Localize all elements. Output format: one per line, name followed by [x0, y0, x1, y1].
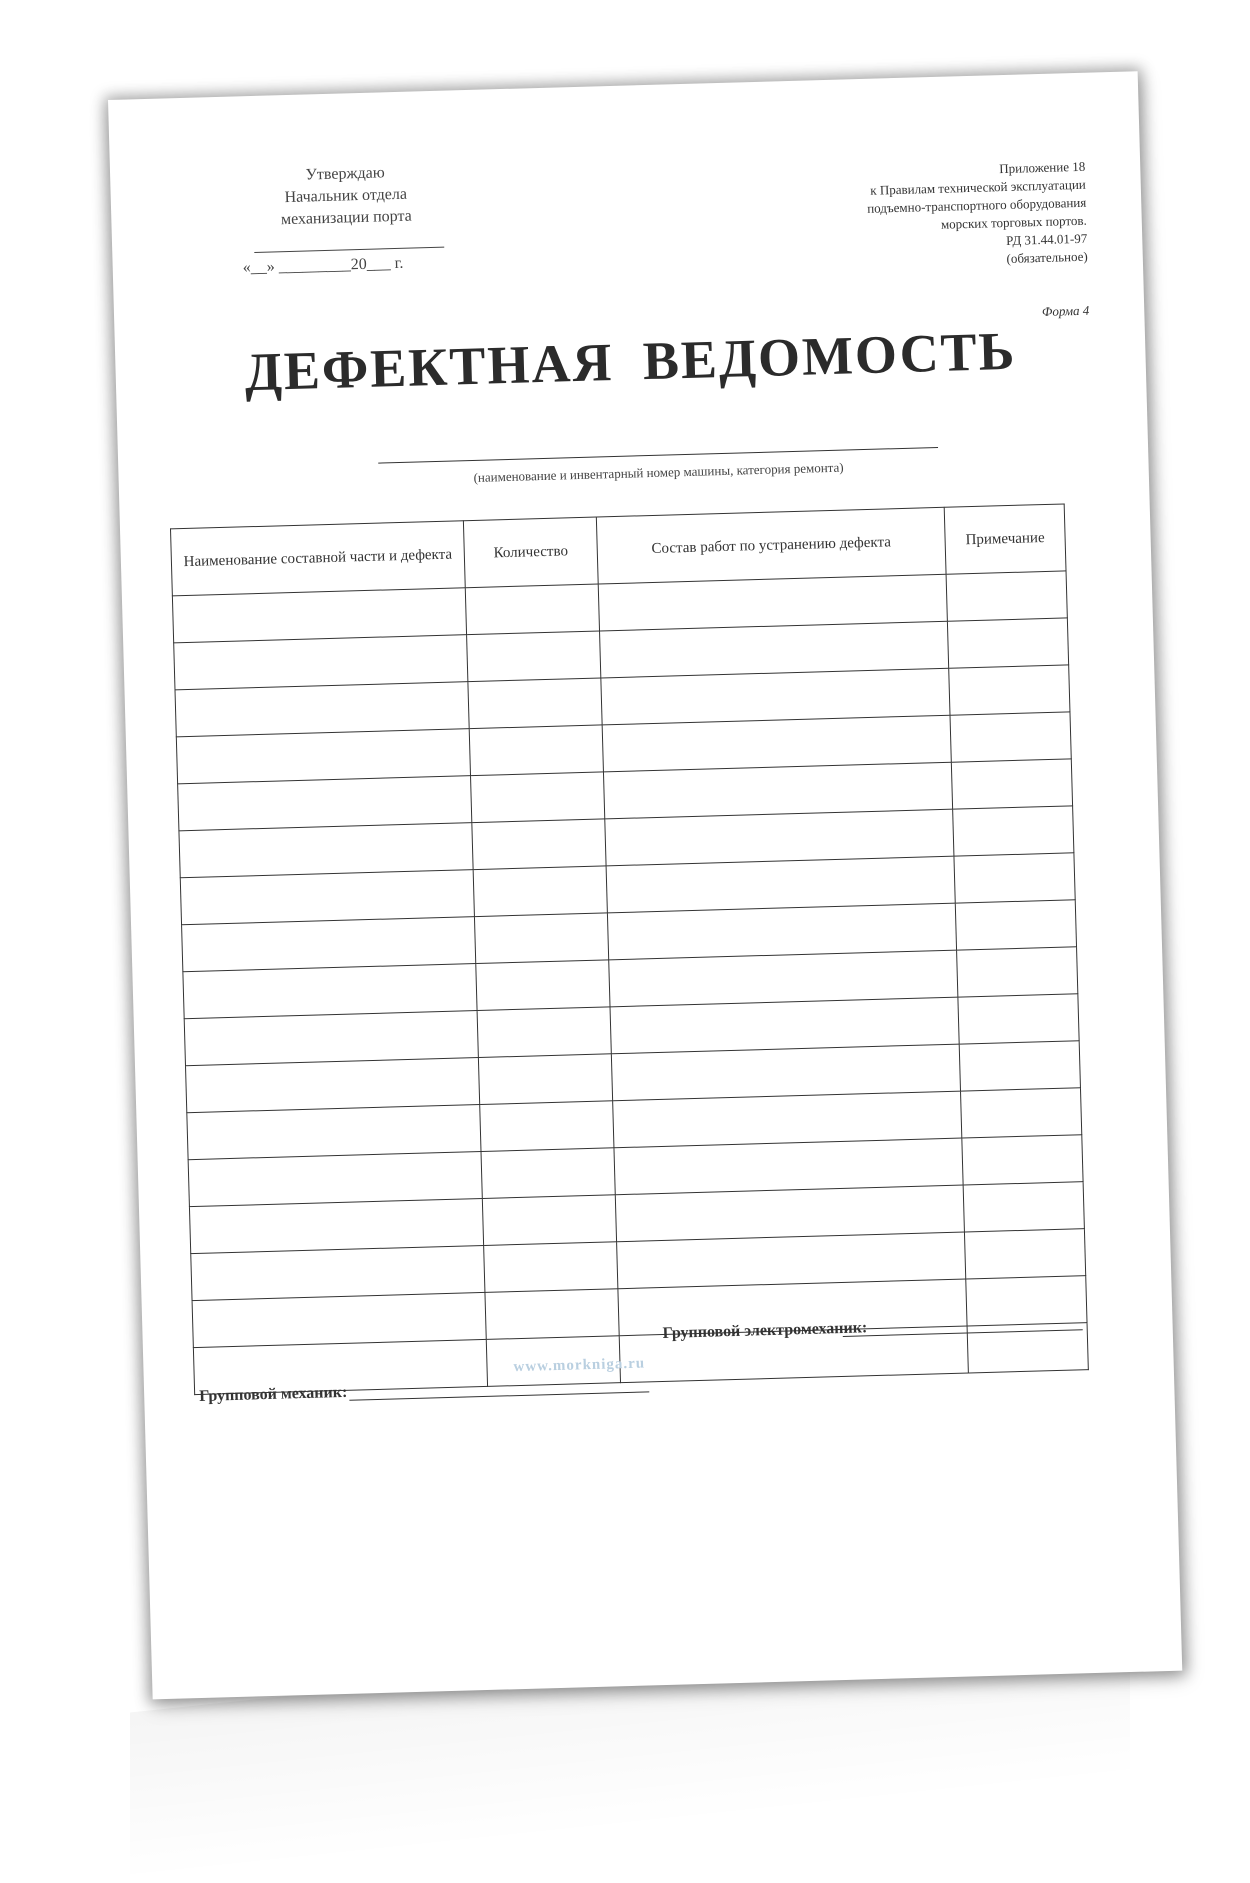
header-note: Примечание: [944, 504, 1066, 574]
table-body: [172, 571, 1088, 1395]
appendix-line-5: РД 31.44.01-97: [1005, 230, 1088, 248]
table-cell: [192, 1292, 486, 1347]
document-sheet: [108, 71, 1182, 1699]
group-mechanic-text: Групповой механик: [198, 1383, 343, 1405]
appendix-line-4: морских торговых портов.: [940, 212, 1087, 232]
table-cell: [189, 1198, 483, 1253]
table-cell: [174, 635, 468, 690]
table-cell: [949, 665, 1070, 715]
table-cell: [954, 853, 1075, 903]
approve-line-1: Утверждаю: [305, 164, 385, 184]
table-cell: [185, 1058, 479, 1113]
table-cell: [474, 913, 608, 964]
appendix-line-3: подъемно-транспортного оборудования: [867, 194, 1087, 216]
table-cell: [962, 1135, 1083, 1185]
approve-date: «__» _________20___ г.: [242, 254, 404, 277]
table-cell: [485, 1289, 619, 1340]
appendix-line-2: к Правилам технической эксплуатации: [870, 176, 1086, 198]
table-cell: [175, 682, 469, 737]
table-cell: [966, 1276, 1087, 1326]
table-cell: [179, 823, 473, 878]
approve-line-2: Начальник отдела: [284, 185, 408, 207]
table-cell: [476, 960, 610, 1011]
table-cell: [187, 1105, 481, 1160]
approval-block: [240, 160, 453, 279]
header-quantity: Количество: [463, 517, 598, 588]
table-cell: [478, 1054, 612, 1105]
table-cell: [178, 776, 472, 831]
table-cell: [183, 964, 477, 1019]
table-cell: [961, 1088, 1082, 1138]
header-work: Состав работ по устранению дефекта: [596, 507, 946, 584]
table-cell: [950, 712, 1071, 762]
table-cell: [469, 725, 603, 776]
table-cell: [191, 1245, 485, 1300]
table-cell: [472, 819, 606, 870]
table-cell: [953, 806, 1074, 856]
table-cell: [172, 588, 466, 643]
table-cell: [957, 947, 1078, 997]
table-cell: [482, 1195, 616, 1246]
table-cell: [471, 772, 605, 823]
table-cell: [473, 866, 607, 917]
table-cell: [467, 631, 601, 682]
table-cell: [484, 1242, 618, 1293]
approve-signature-line: [254, 229, 444, 253]
appendix-line-6: (обязательное): [1006, 248, 1088, 266]
table-cell: [477, 1007, 611, 1058]
table-cell: [184, 1011, 478, 1066]
defect-table: [170, 503, 1089, 1395]
table-cell: [963, 1182, 1084, 1232]
table-cell: [480, 1101, 614, 1152]
machine-name-caption: (наименование и инвентарный номер машины, категория ремонта): [473, 459, 844, 485]
table-cell: [964, 1229, 1085, 1279]
table-cell: [468, 678, 602, 729]
watermark: www.morkniga.ru: [513, 1355, 646, 1376]
group-mechanic-line: [349, 1391, 649, 1400]
group-mechanic-label: Групповой механик:: [198, 1383, 348, 1405]
table-cell: [182, 917, 476, 972]
appendix-block: [785, 158, 1088, 274]
table-cell: [176, 729, 470, 784]
table-cell: [946, 571, 1067, 621]
group-electromechanic-text: Групповой электромеханик: [662, 1319, 863, 1342]
appendix-line-1: Приложение 18: [999, 158, 1086, 177]
approve-line-3: механизации порта: [280, 207, 412, 229]
form-label: Форма 4: [1041, 302, 1090, 320]
table-cell: [959, 1041, 1080, 1091]
table-cell: [947, 618, 1068, 668]
table-cell: [188, 1151, 482, 1206]
document-title: ДЕФЕКТНАЯ ВЕДОМОСТЬ: [243, 320, 1018, 403]
table-cell: [955, 900, 1076, 950]
table-cell: [481, 1148, 615, 1199]
table-cell: [951, 759, 1072, 809]
table-cell: [958, 994, 1079, 1044]
group-electromechanic-label: Групповой электромеханик:: [662, 1319, 868, 1342]
header-part-defect: Наименование составной части и дефекта: [171, 521, 466, 596]
table-cell: [465, 584, 599, 635]
table-cell: [180, 870, 474, 925]
